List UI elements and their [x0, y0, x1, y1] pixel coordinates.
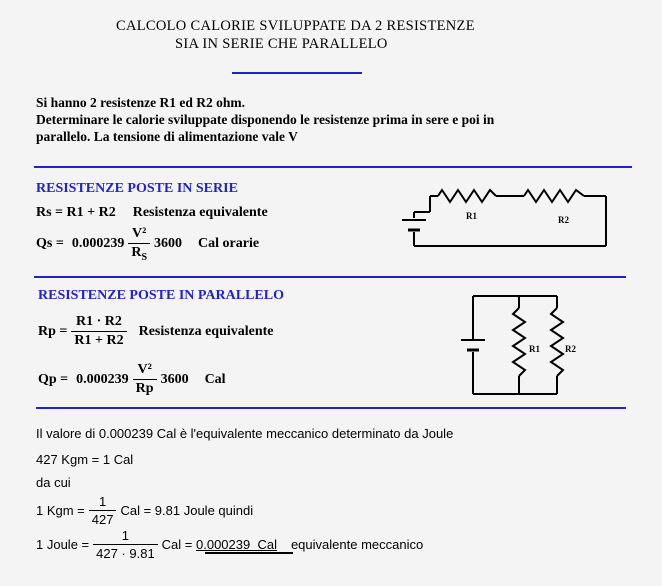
qs-numerator: V² — [132, 226, 147, 241]
rp-denominator: R1 + R2 — [71, 331, 126, 349]
rs-formula: Rs = R1 + R2 — [36, 205, 116, 220]
parallel-label-r1: R1 — [529, 344, 540, 354]
qp-fraction — [133, 362, 157, 397]
intro-text — [36, 94, 494, 145]
joule-denominator: 427 · 9.81 — [93, 544, 158, 561]
intro-line-2: Determinare le calorie sviluppate disponendo le resistenze prima in sere e poi in — [36, 112, 495, 127]
kgm-equation — [36, 494, 253, 527]
kgm-lhs: 1 Kgm = — [36, 503, 85, 518]
qs-unit: Cal orarie — [198, 236, 260, 252]
divider-2 — [34, 276, 626, 278]
qp-formula — [38, 362, 226, 397]
joule-numerator: 1 — [121, 528, 130, 543]
qp-numerator: V² — [137, 362, 152, 377]
qs-formula — [36, 226, 259, 263]
qp-lhs: Qp = — [38, 371, 69, 387]
qp-unit: Cal — [204, 371, 226, 387]
joule-equation — [36, 528, 423, 561]
joule-value-underline — [205, 552, 293, 554]
kgm-rhs: Cal = 9.81 Joule quindi — [120, 503, 254, 518]
qs-denominator-sub: S — [141, 251, 148, 263]
joule-lhs: 1 Joule = — [36, 537, 90, 552]
intro-line-3: parallelo. La tensione di alimentazione vale V — [36, 129, 298, 144]
page-title: CALCOLO CALORIE SVILUPPATE DA 2 RESISTENZE — [116, 18, 475, 34]
qs-denominator: $R_S$ — [128, 243, 150, 263]
series-label-r1: R1 — [466, 211, 477, 221]
qs-fraction — [128, 226, 150, 263]
parallelo-heading: RESISTENZE POSTE IN PARALLELO — [38, 288, 284, 303]
intro-line-1: Si hanno 2 resistenze R1 ed R2 ohm. — [36, 95, 246, 110]
joule-mid: Cal = — [161, 537, 196, 552]
parallel-circuit-diagram — [455, 292, 580, 400]
qp-constant: 0.000239 — [76, 371, 129, 387]
rp-fraction — [71, 314, 126, 349]
series-circuit-diagram — [400, 188, 612, 252]
footer-line-1: Il valore di 0.000239 Cal è l'equivalente meccanico determinato da Joule — [36, 426, 454, 441]
qs-factor: 3600 — [154, 236, 183, 252]
kgm-denominator: 427 — [89, 510, 117, 527]
rp-numerator: R1 · R2 — [76, 314, 122, 329]
rp-formula — [38, 314, 274, 349]
joule-fraction — [93, 528, 158, 561]
kgm-numerator: 1 — [99, 494, 107, 509]
title-underline — [232, 72, 362, 74]
qs-lhs: Qs = — [36, 236, 64, 252]
footer-line-2: 427 Kgm = 1 Cal — [36, 452, 134, 467]
kgm-fraction — [89, 494, 117, 527]
page-subtitle: SIA IN SERIE CHE PARALLELO — [175, 36, 388, 52]
qs-constant: 0.000239 — [71, 236, 125, 252]
serie-heading: RESISTENZE POSTE IN SERIE — [36, 181, 238, 196]
rs-description: Resistenza equivalente — [132, 205, 268, 220]
qp-factor: 3600 — [160, 371, 189, 387]
qp-denominator: Rp — [133, 379, 157, 397]
series-label-r2: R2 — [558, 215, 569, 225]
joule-value: 0.000239 Cal — [196, 537, 277, 552]
divider-1 — [34, 166, 632, 168]
divider-3 — [36, 407, 626, 409]
parallel-label-r2: R2 — [565, 344, 576, 354]
rp-description: Resistenza equivalente — [138, 323, 274, 339]
rp-lhs: Rp = — [38, 323, 68, 339]
joule-rhs: equivalente meccanico — [290, 537, 424, 552]
footer-line-3: da cui — [36, 475, 71, 490]
rs-formula-row — [36, 205, 268, 221]
